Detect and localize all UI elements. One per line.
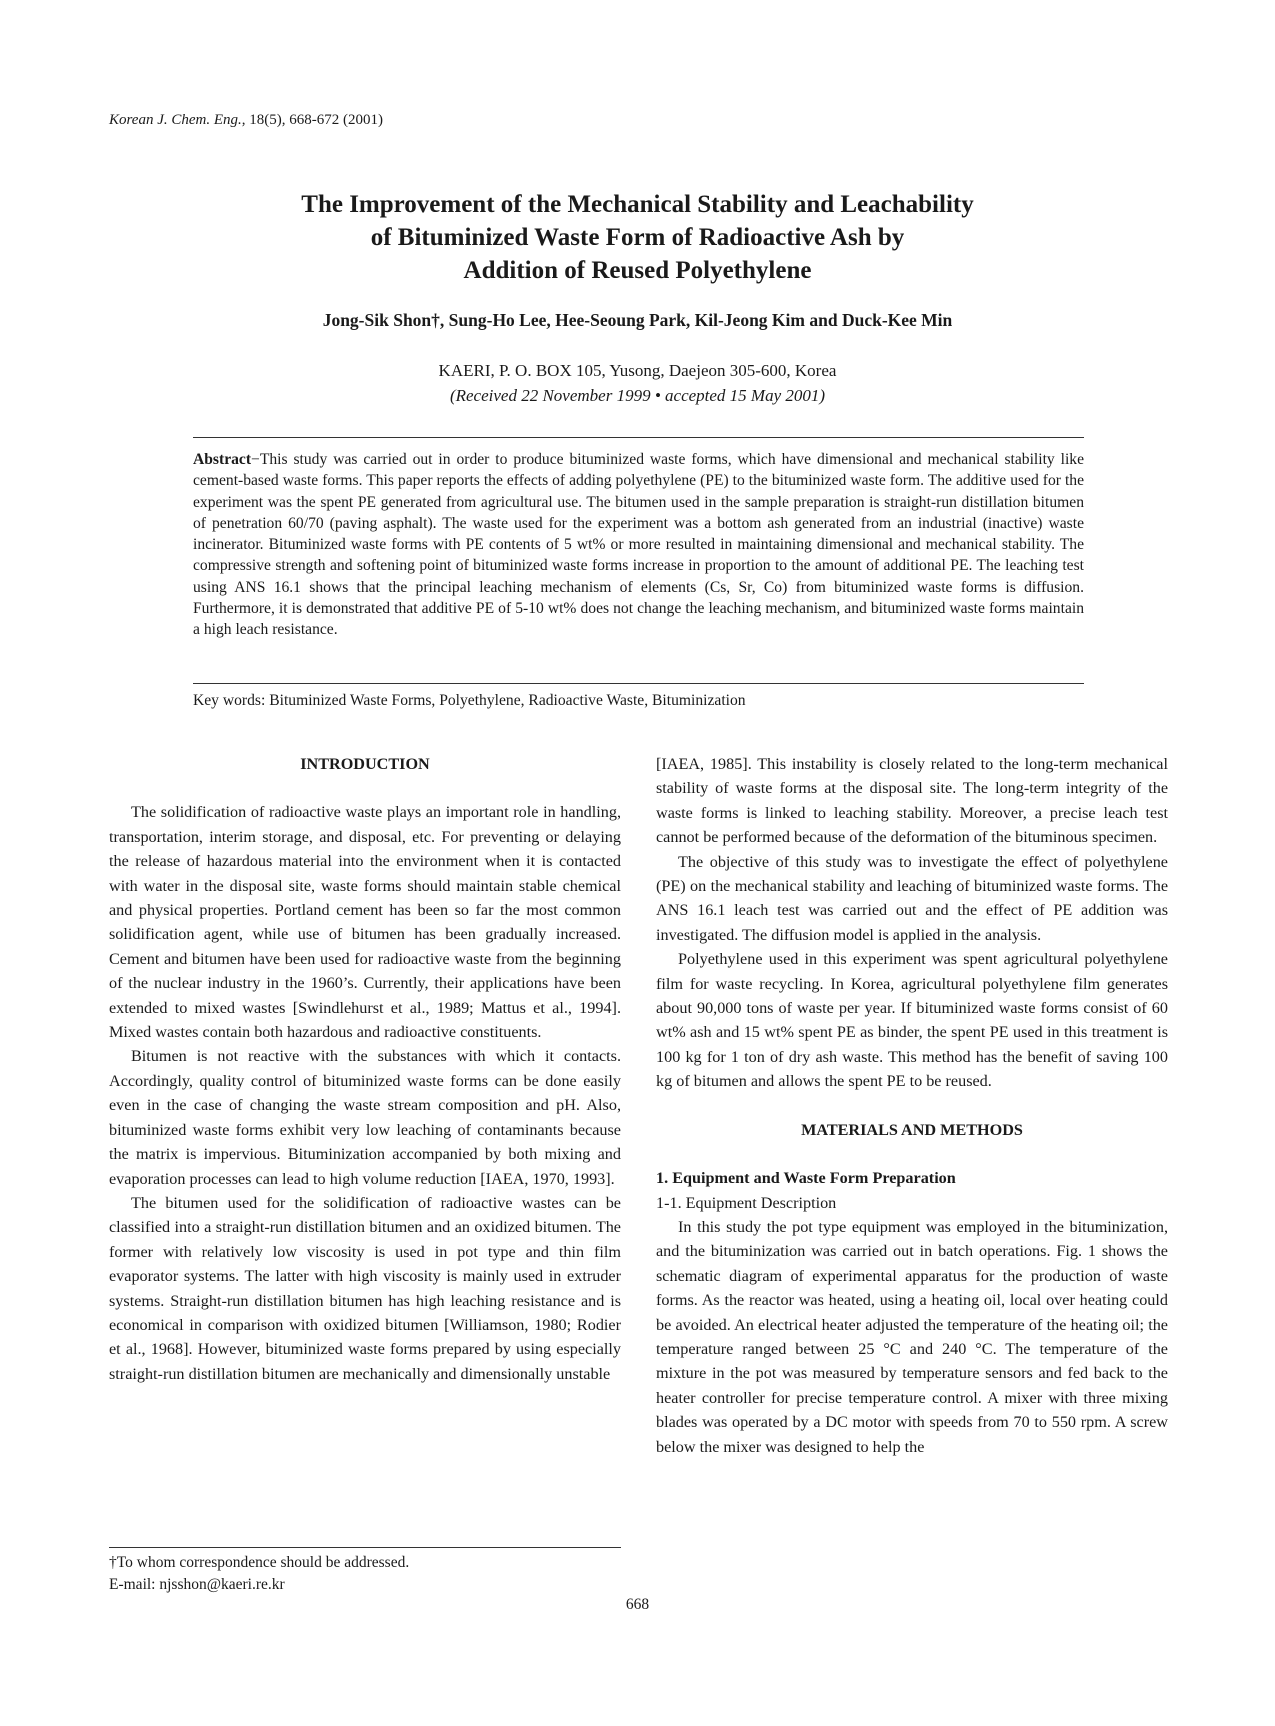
footnote bbox=[109, 1552, 621, 1596]
section-heading-materials: MATERIALS AND METHODS bbox=[801, 1120, 1023, 1139]
received-dates: (Received 22 November 1999 • accepted 15 May 2001) bbox=[449, 386, 826, 405]
title-line: Addition of Reused Polyethylene bbox=[463, 257, 812, 284]
keywords: Key words: Bituminized Waste Forms, Polyethylene, Radioactive Waste, Bituminization bbox=[193, 692, 746, 709]
affiliation-block bbox=[150, 358, 1125, 408]
paragraph: [IAEA, 1985]. This instability is closely related to the long-term mechanical stability of waste forms at the disposal site. The long-term integrity of the waste forms is linked to leaching stability. Moreover, a precise leach test cannot be performed because of the deformation of the bituminous specimen. bbox=[656, 755, 1168, 847]
left-column bbox=[109, 752, 621, 1386]
journal-name: Korean J. Chem. Eng. bbox=[109, 112, 242, 128]
spacer bbox=[109, 776, 621, 800]
footnote-rule bbox=[109, 1547, 621, 1548]
authors: Jong-Sik Shon†, Sung-Ho Lee, Hee-Seoung Park, Kil-Jeong Kim and Duck-Kee Min bbox=[322, 310, 953, 330]
journal-citation bbox=[109, 112, 383, 129]
section-heading-introduction: INTRODUCTION bbox=[300, 755, 430, 773]
spacer bbox=[656, 1142, 1168, 1166]
abstract-text: −This study was carried out in order to produce bituminized waste forms, which have dimensional and mechanical stability like cement-based waste forms. This paper reports the effects of adding polyethylene (PE) to the bituminized waste form. The additive used for the experiment was the spent PE generated from agricultural use. The bitumen used in the sample preparation is straight-run distillation bitumen of penetration 60/70 (paving asphalt). The waste used for the experiment was a bottom ash generated from an industrial (inactive) waste incinerator. Bituminized waste forms with PE contents of 5 wt% or more resulted in maintaining dimensional and mechanical stability. The compressive strength and softening point of bituminized waste forms increase in proportion to the amount of additional PE. The leaching test using ANS 16.1 shows that the principal leaching mechanism of elements (Cs, Sr, Co) from bituminized waste forms is diffusion. Furthermore, it is demonstrated that additive PE of 5-10 wt% does not change the leaching mechanism, and bituminized waste forms maintain a high leach resistance. bbox=[193, 451, 1084, 639]
paragraph: Polyethylene used in this experiment was spent agricultural polyethylene film for waste recycling. In Korea, agricultural polyethylene film generates about 90,000 tons of waste per year. If bituminized waste forms consist of 60 wt% ash and 15 wt% spent PE as binder, the spent PE used in this treatment is 100 kg for 1 ton of dry ash waste. This method has the benefit of saving 100 kg of bitumen and allows the spent PE to be reused. bbox=[656, 950, 1168, 1091]
footnote-email: E-mail: njsshon@kaeri.re.kr bbox=[109, 1576, 285, 1593]
abstract-top-rule bbox=[193, 437, 1084, 438]
abstract-bottom-rule bbox=[193, 683, 1084, 684]
paragraph: The bitumen used for the solidification of radioactive wastes can be classified into a straight-run distillation bitumen and an oxidized bitumen. The former with relatively low viscosity is used in pot type and thin film evaporator systems. The latter with high viscosity is mainly used in extruder systems. Straight-run distillation bitumen has high leaching resistance and is economical in comparison with oxidized bitumen [Williamson, 1980; Rodier et al., 1968]. However, bituminized waste forms prepared by using especially straight-run distillation bitumen are mechanically and dimensionally unstable bbox=[109, 1193, 621, 1383]
subsection-heading: 1. Equipment and Waste Form Preparation bbox=[656, 1169, 956, 1188]
title-line: of Bituminized Waste Form of Radioactive Ash by bbox=[370, 224, 905, 251]
right-column bbox=[656, 752, 1168, 1459]
paragraph: The solidification of radioactive waste plays an important role in handling, transportation, interim storage, and disposal, etc. For preventing or delaying the release of hazardous material into the environment when it is contacted with water in the disposal site, waste forms should maintain stable chemical and physical properties. Portland cement has been so far the most common solidification agent, while use of bitumen has been gradually increased. Cement and bitumen have been used for radioactive waste from the beginning of the nuclear industry in the 1960’s. Currently, their applications have been extended to mixed wastes [Swindlehurst et al., 1989; Mattus et al., 1994]. Mixed wastes contain both hazardous and radioactive constituents. bbox=[109, 803, 621, 1042]
subsubsection-heading: 1-1. Equipment Description bbox=[656, 1193, 837, 1212]
footnote-correspondence: †To whom correspondence should be addressed. bbox=[109, 1554, 410, 1571]
abstract-label: Abstract bbox=[193, 451, 252, 468]
title-line: The Improvement of the Mechanical Stability and Leachability bbox=[301, 191, 974, 218]
abstract bbox=[193, 449, 1084, 641]
affiliation: KAERI, P. O. BOX 105, Yusong, Daejeon 305-600, Korea bbox=[438, 361, 837, 380]
paragraph: In this study the pot type equipment was employed in the bituminization, and the bituminization was carried out in batch operations. Fig. 1 shows the schematic diagram of experimental apparatus for the production of waste forms. As the reactor was heated, using a heating oil, local over heating could be avoided. An electrical heater adjusted the temperature of the heating oil; the temperature ranged between 25 °C and 240 °C. The temperature of the mixture in the pot was measured by temperature sensors and fed back to the heater controller for precise temperature control. A mixer with three mixing blades was operated by a DC motor with speeds from 70 to 550 rpm. A screw below the mixer was designed to help the bbox=[656, 1217, 1168, 1456]
paragraph: Bitumen is not reactive with the substances with which it contacts. Accordingly, quality control of bituminized waste forms can be done easily even in the case of changing the waste stream composition and pH. Also, bituminized waste forms exhibit very low leaching of contaminants because the matrix is impervious. Bituminization accompanied by both mixing and evaporation processes can lead to high volume reduction [IAEA, 1970, 1993]. bbox=[109, 1047, 621, 1188]
volume-pages: , 18(5), 668-672 (2001) bbox=[241, 112, 383, 128]
paper-title bbox=[150, 188, 1125, 287]
paragraph: The objective of this study was to investigate the effect of polyethylene (PE) on the mechanical stability and leaching of bituminized waste forms. The ANS 16.1 leach test was carried out and the effect of PE addition was investigated. The diffusion model is applied in the analysis. bbox=[656, 852, 1168, 944]
page-number: 668 bbox=[625, 1596, 650, 1613]
spacer bbox=[656, 1094, 1168, 1118]
